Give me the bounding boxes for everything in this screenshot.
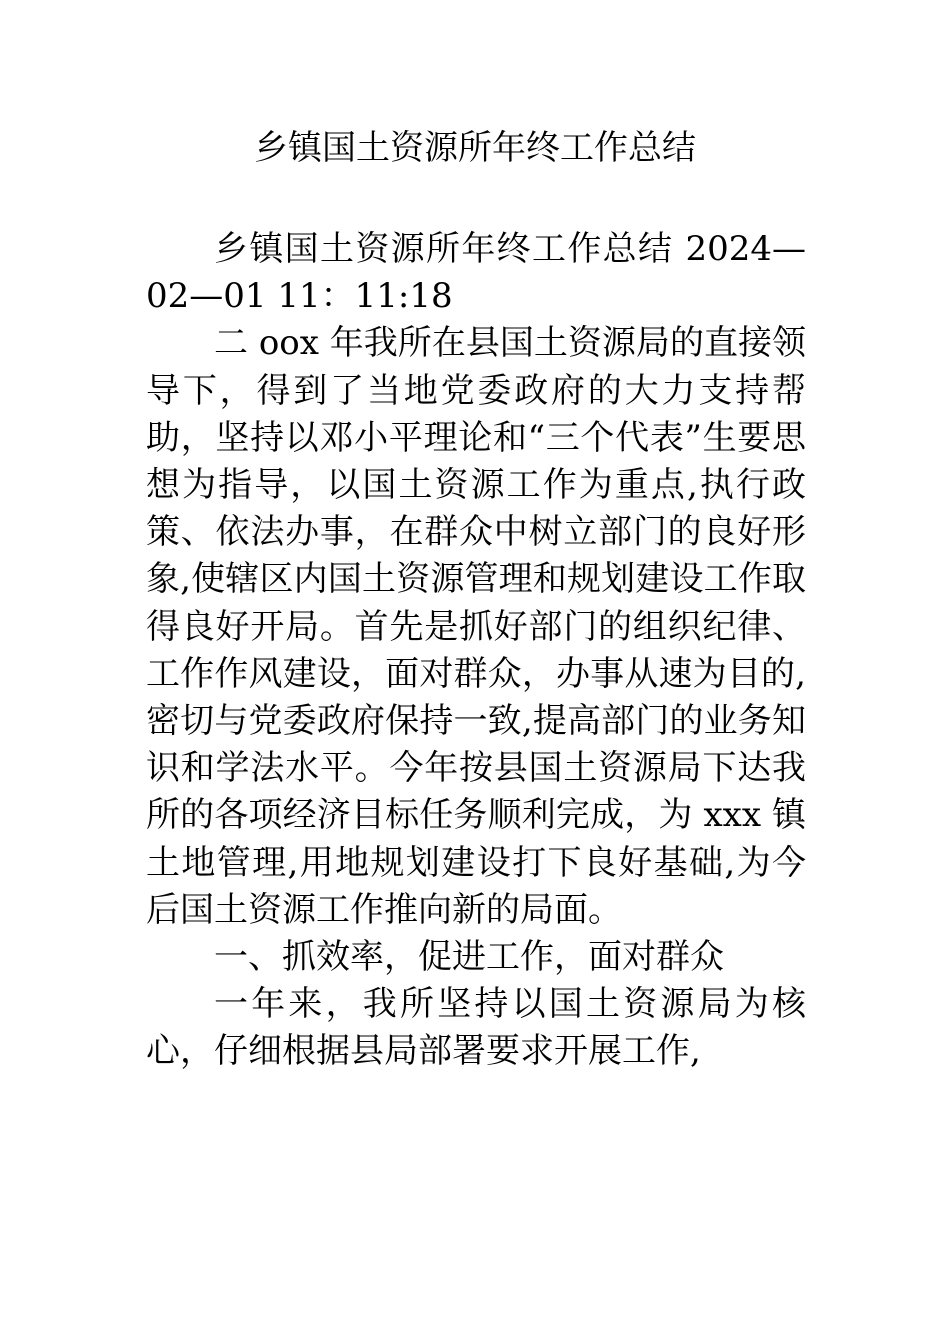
document-title: 乡镇国土资源所年终工作总结 (254, 128, 696, 168)
paragraph-intro: 二 oox 年我所在县国土资源局的直接领导下，得到了当地党委政府的大力支持帮助，坚持以邓小平理论和“三个代表”生要思想为指导，以国土资源工作为重点,执行政策、依法办事，在群众中树立部门的良好形象,使辖区内国土资源管理和规划建设工作取得良好开局。首先是抓好部门的组织纪律、工作作风建设，面对群众，办事从速为目的,密切与党委政府保持一致,提高部门的业务知识和学法水平。今年按县国土资源局下达我所的各项经济目标任务顺利完成，为 xxx 镇土地管理,用地规划建设打下良好基础,为今后国土资源工作推向新的局面。 (146, 323, 806, 930)
paragraph-section-1: 一年来，我所坚持以国土资源局为核心，仔细根据县局部署要求开展工作, (146, 984, 806, 1072)
document-body (146, 226, 806, 1076)
document-subtitle: 乡镇国土资源所年终工作总结 2024—02—01 11：11:18 (146, 229, 806, 317)
section-heading-1: 一、抓效率，促进工作，面对群众 (214, 937, 724, 978)
